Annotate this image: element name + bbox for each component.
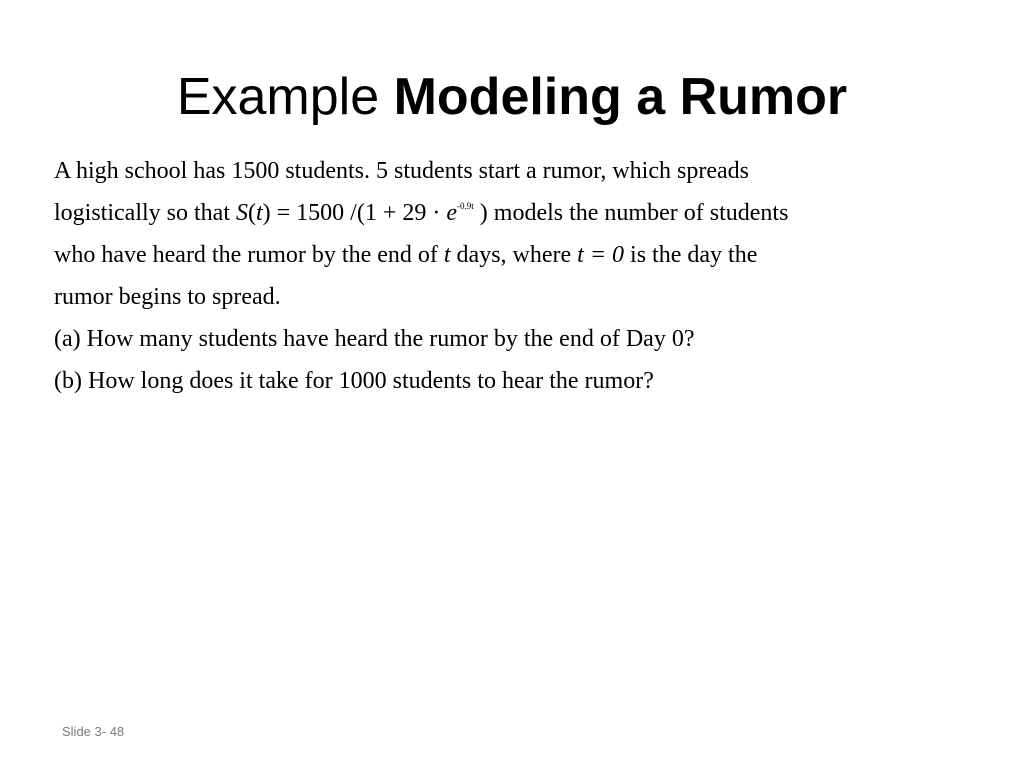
formula-variable: t <box>255 200 263 226</box>
slide-body <box>54 150 974 402</box>
formula-close: ) <box>479 200 488 226</box>
formula-base: e <box>446 200 458 226</box>
body-line-3 <box>54 234 974 276</box>
slide-number: Slide 3- 48 <box>62 724 125 739</box>
question-b <box>54 360 974 402</box>
body-line-2 <box>54 192 974 234</box>
formula-body: ) = 1500 /(1 + 29 · <box>262 200 447 226</box>
body-text: A high school has 1500 students. 5 students start a rumor, which spreads <box>54 158 749 184</box>
title-regular: Example <box>176 68 380 126</box>
body-text: days, where <box>456 242 572 268</box>
body-line-4 <box>54 276 974 318</box>
body-text: (a) How many students have heard the rumor by the end of Day 0? <box>54 326 695 352</box>
time-variable: t <box>443 242 451 268</box>
slide-title <box>0 62 1024 132</box>
title-bold: Modeling a Rumor <box>393 68 848 126</box>
logistic-formula: S(t) = 1500 $/(1 + 29 \cdot e^{-0.9t}$ ) <box>235 200 488 226</box>
body-text: models the number of students <box>493 200 789 226</box>
formula-exponent: -0.9t <box>457 201 474 211</box>
question-a <box>54 318 974 360</box>
body-line-1 <box>54 150 974 192</box>
time-zero-equation: t = 0 <box>577 242 625 268</box>
body-text: who have heard the rumor by the end of <box>54 242 438 268</box>
formula-function: S <box>235 200 248 226</box>
body-text: rumor begins to spread. <box>54 284 281 310</box>
body-text: is the day the <box>630 242 758 268</box>
body-text: logistically so that <box>54 200 230 226</box>
body-text: (b) How long does it take for 1000 students to hear the rumor? <box>54 368 654 394</box>
